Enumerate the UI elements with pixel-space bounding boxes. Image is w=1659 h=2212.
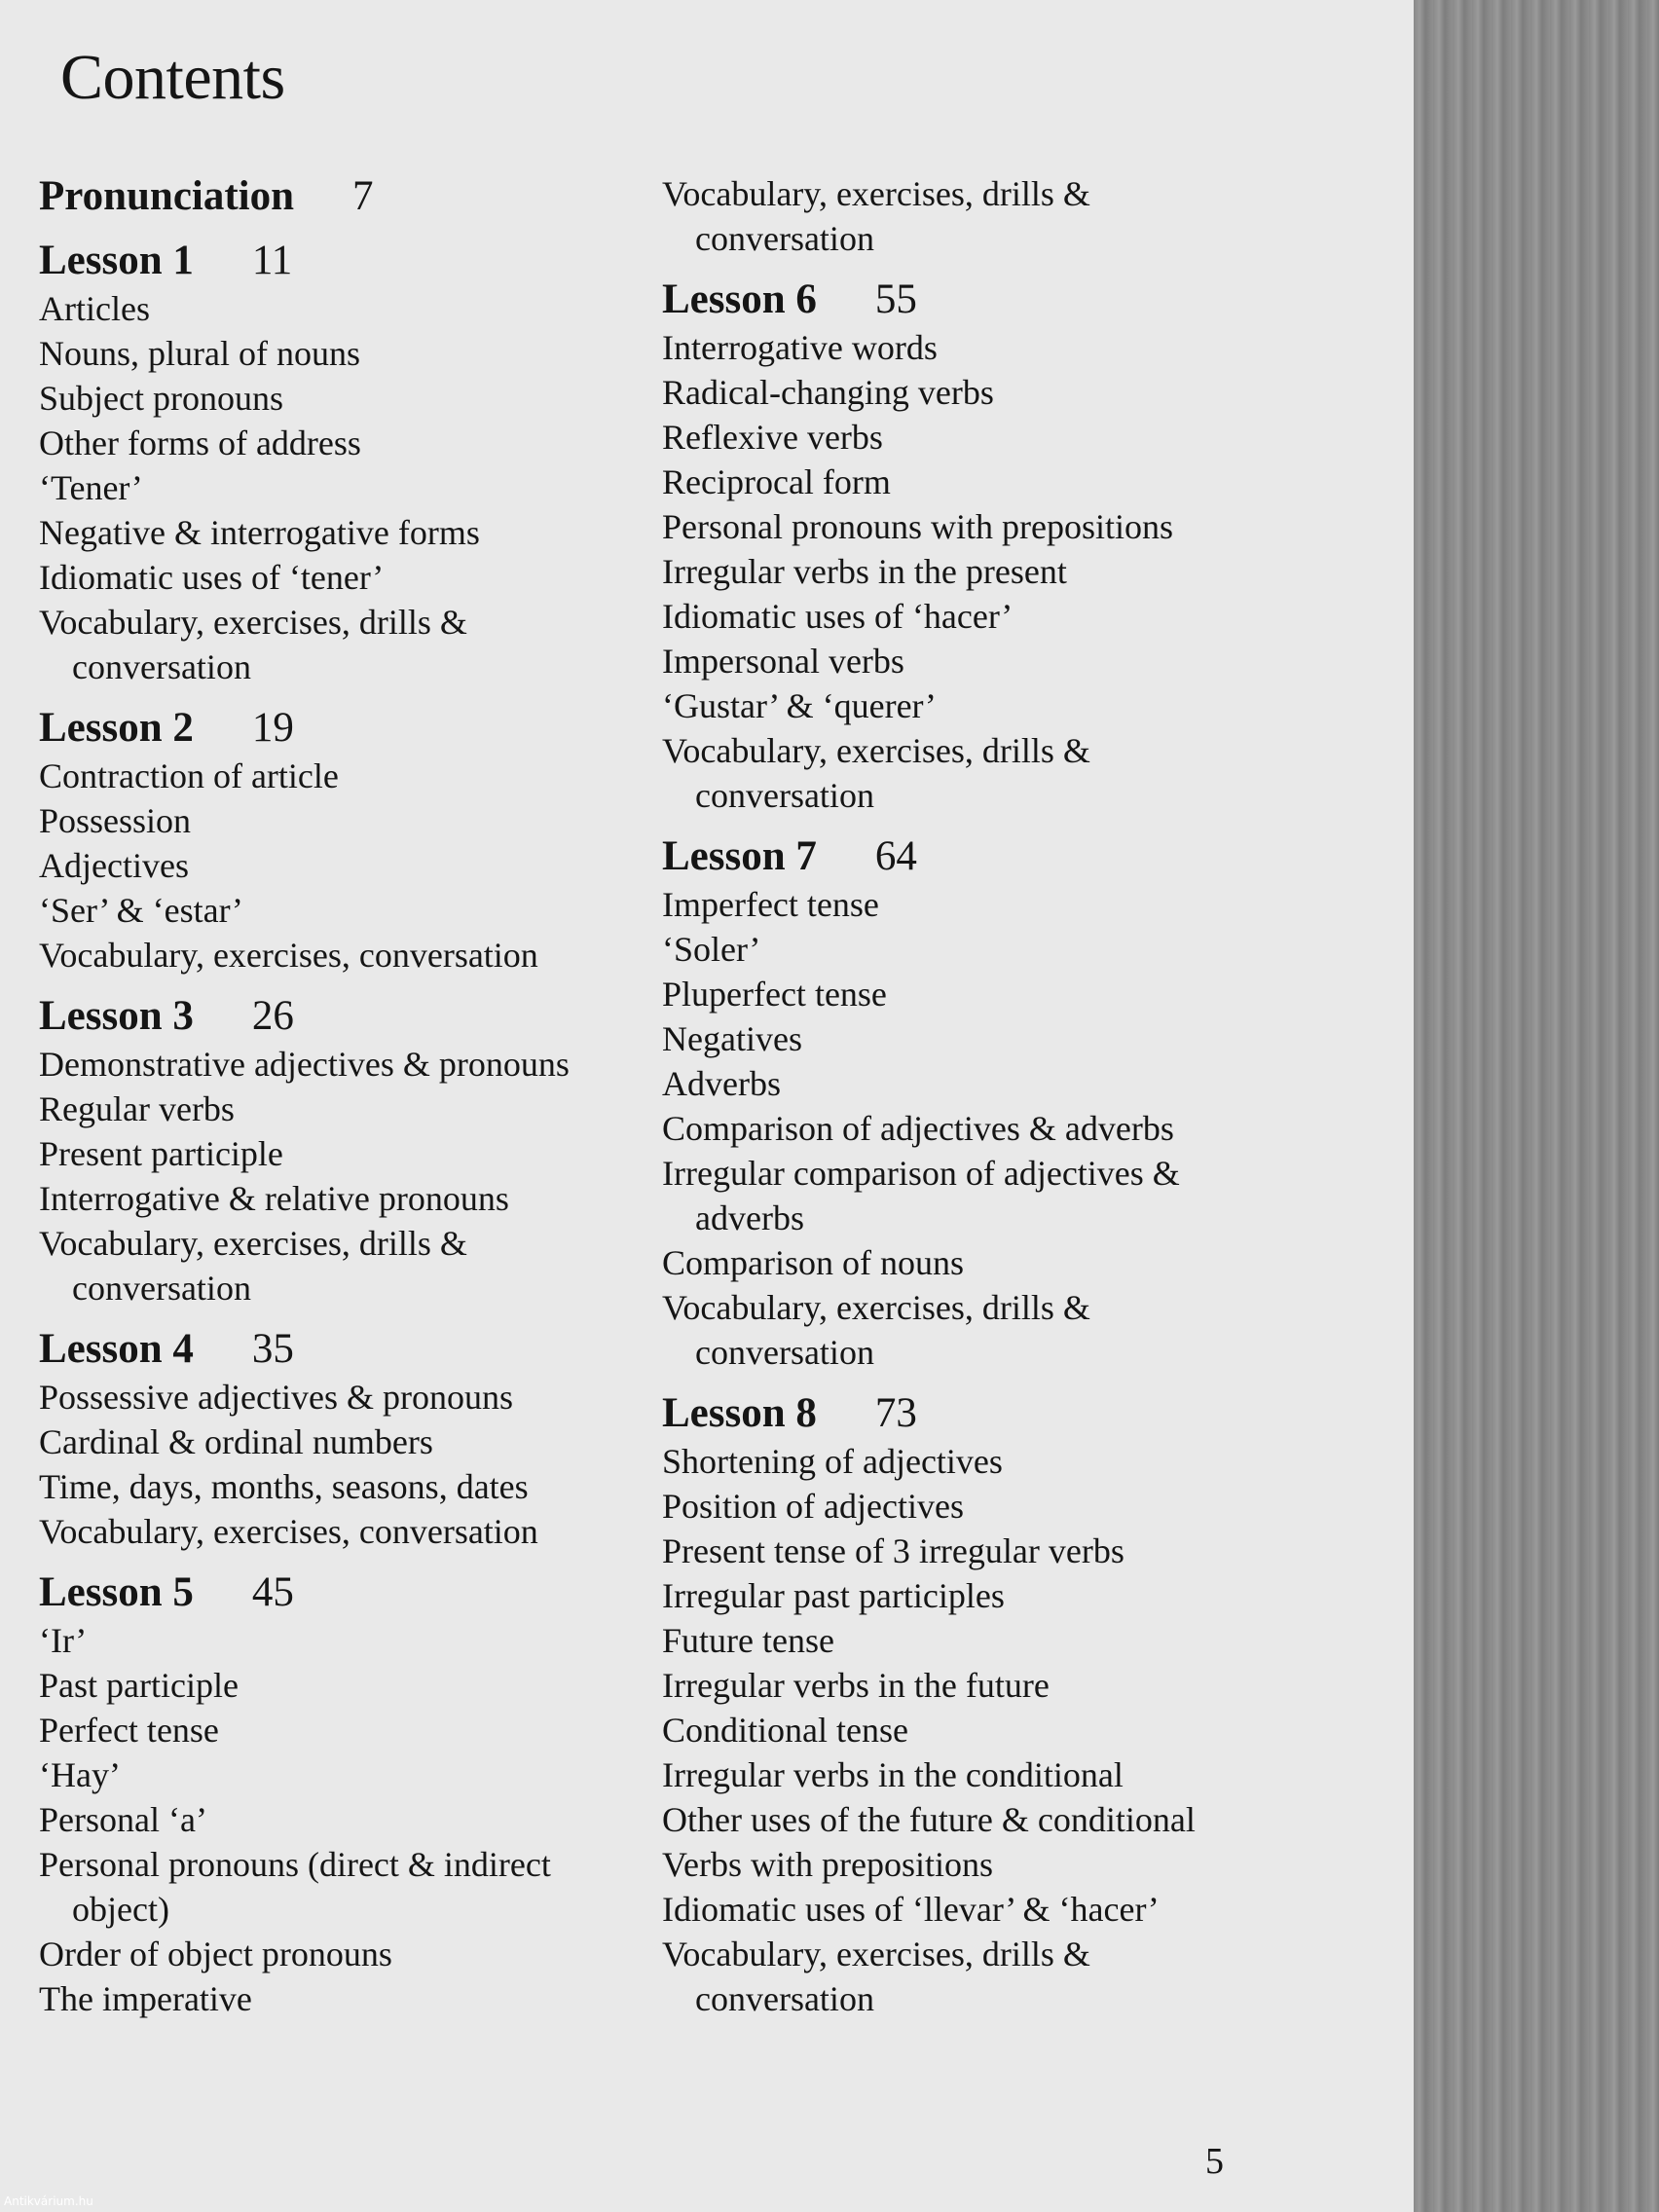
section-heading [39, 991, 633, 1042]
section-lesson-4 [39, 1324, 633, 1554]
topic-item: Present participle [39, 1134, 283, 1173]
topic-item: Vocabulary, exercises, conversation [39, 936, 538, 975]
topic-item: Articles [39, 289, 150, 328]
section-page-number: 35 [251, 1326, 294, 1372]
section-heading [662, 831, 1266, 882]
topic-item: Irregular verbs in the future [662, 1666, 1050, 1705]
topic-item: Past participle [39, 1666, 239, 1705]
section-heading [39, 1567, 633, 1618]
topic-item: Subject pronouns [39, 379, 283, 418]
topic-item: Possessive adjectives & pronouns [39, 1378, 513, 1417]
topic-list [662, 1439, 1266, 2021]
topic-item: Vocabulary, exercises, drills & conversation [662, 174, 1090, 258]
topic-item: Present tense of 3 irregular verbs [662, 1531, 1124, 1570]
topic-item: Nouns, plural of nouns [39, 334, 360, 373]
section-page-number: 45 [251, 1569, 294, 1615]
section-page-number: 11 [251, 238, 293, 283]
topic-item: Cardinal & ordinal numbers [39, 1422, 433, 1461]
topic-list [39, 286, 633, 689]
topic-item: Other forms of address [39, 424, 361, 462]
topic-item: ‘Ser’ & ‘estar’ [39, 891, 243, 930]
topic-item: Idiomatic uses of ‘tener’ [39, 558, 385, 597]
topic-item: Adverbs [662, 1064, 781, 1103]
watermark-credit: Antikvárium.hu [4, 2194, 93, 2208]
topic-item: Interrogative & relative pronouns [39, 1179, 509, 1218]
section-lesson-1 [39, 236, 633, 689]
section-title: Lesson 2 [39, 705, 194, 751]
section-lesson-5 [39, 1567, 633, 2021]
section-heading [662, 1388, 1266, 1439]
topic-item: Vocabulary, exercises, drills & conversation [39, 1224, 467, 1308]
topic-item: Vocabulary, exercises, conversation [39, 1512, 538, 1551]
topic-item: Future tense [662, 1621, 834, 1660]
topic-item: Order of object pronouns [39, 1935, 392, 1973]
contents-column-right [662, 171, 1266, 2035]
topic-item: Time, days, months, seasons, dates [39, 1467, 529, 1506]
section-lesson-6 [662, 275, 1266, 818]
topic-item: Regular verbs [39, 1089, 235, 1128]
continued-topics [662, 171, 1266, 261]
section-title: Lesson 4 [39, 1326, 194, 1372]
topic-item: Demonstrative adjectives & pronouns [39, 1045, 570, 1084]
page-title: Contents [60, 42, 285, 113]
topic-item: Verbs with prepositions [662, 1845, 993, 1884]
contents-column-left [39, 171, 633, 2035]
topic-item: Pluperfect tense [662, 975, 887, 1014]
topic-item: Comparison of adjectives & adverbs [662, 1109, 1174, 1148]
topic-item: Adjectives [39, 846, 189, 885]
topic-item: Irregular past participles [662, 1576, 1005, 1615]
topic-item: Radical-changing verbs [662, 373, 994, 412]
topic-item: Vocabulary, exercises, drills & conversation [39, 603, 467, 686]
topic-item: Contraction of article [39, 756, 339, 795]
topic-list [39, 1618, 633, 2021]
section-lesson-8 [662, 1388, 1266, 2021]
topic-item: ‘Hay’ [39, 1755, 121, 1794]
topic-item: Imperfect tense [662, 885, 879, 924]
topic-item: ‘Ir’ [39, 1621, 88, 1660]
topic-item: Vocabulary, exercises, drills & conversation [662, 1288, 1090, 1372]
topic-item: Negatives [662, 1019, 802, 1058]
topic-item: Personal ‘a’ [39, 1800, 207, 1839]
section-lesson-3 [39, 991, 633, 1310]
section-title: Lesson 8 [662, 1390, 817, 1436]
page-number: 5 [1205, 2141, 1224, 2182]
section-page-number: 55 [874, 276, 917, 322]
section-heading [662, 275, 1266, 325]
section-title: Lesson 7 [662, 833, 817, 879]
section-heading [39, 236, 633, 286]
topic-item: Vocabulary, exercises, drills & conversation [662, 731, 1090, 815]
section-lesson-2 [39, 703, 633, 977]
topic-item: The imperative [39, 1979, 252, 2018]
topic-item: Vocabulary, exercises, drills & conversation [662, 1935, 1090, 2018]
topic-item: Irregular verbs in the conditional [662, 1755, 1124, 1794]
topic-item: ‘Soler’ [662, 930, 761, 969]
section-title: Lesson 3 [39, 993, 194, 1039]
topic-item: Comparison of nouns [662, 1243, 964, 1282]
topic-item: Possession [39, 801, 192, 840]
topic-item: Personal pronouns (direct & indirect object) [39, 1845, 551, 1929]
section-pronunciation [39, 171, 633, 222]
topic-item: Conditional tense [662, 1711, 908, 1750]
topic-item: Position of adjectives [662, 1487, 964, 1526]
topic-item: ‘Gustar’ & ‘querer’ [662, 686, 937, 725]
topic-list [662, 171, 1266, 261]
topic-item: Impersonal verbs [662, 642, 904, 681]
section-title: Lesson 6 [662, 276, 817, 322]
topic-list [39, 1375, 633, 1554]
topic-item: Personal pronouns with prepositions [662, 507, 1173, 546]
topic-item: Idiomatic uses of ‘hacer’ [662, 597, 1014, 636]
section-heading [39, 703, 633, 754]
section-page-number: 64 [874, 833, 917, 879]
topic-item: Irregular verbs in the present [662, 552, 1067, 591]
section-heading [39, 1324, 633, 1375]
topic-item: Reciprocal form [662, 462, 891, 501]
topic-list [39, 1042, 633, 1310]
section-page-number: 7 [352, 173, 374, 219]
topic-item: Perfect tense [39, 1711, 219, 1750]
section-lesson-7 [662, 831, 1266, 1375]
section-heading [39, 171, 633, 222]
topic-item: Irregular comparison of adjectives & adverbs [662, 1154, 1180, 1237]
section-page-number: 73 [874, 1390, 917, 1436]
page-edge-background [1414, 0, 1659, 2212]
topic-list [662, 882, 1266, 1375]
topic-item: ‘Tener’ [39, 468, 143, 507]
topic-list [662, 325, 1266, 818]
section-title: Pronunciation [39, 173, 295, 219]
section-title: Lesson 5 [39, 1569, 194, 1615]
topic-item: Negative & interrogative forms [39, 513, 480, 552]
section-page-number: 26 [251, 993, 294, 1039]
topic-item: Reflexive verbs [662, 418, 883, 457]
section-title: Lesson 1 [39, 238, 194, 283]
topic-item: Interrogative words [662, 328, 938, 367]
topic-list [39, 754, 633, 977]
topic-item: Shortening of adjectives [662, 1442, 1003, 1481]
topic-item: Other uses of the future & conditional [662, 1800, 1196, 1839]
topic-item: Idiomatic uses of ‘llevar’ & ‘hacer’ [662, 1890, 1160, 1929]
section-page-number: 19 [251, 705, 294, 751]
